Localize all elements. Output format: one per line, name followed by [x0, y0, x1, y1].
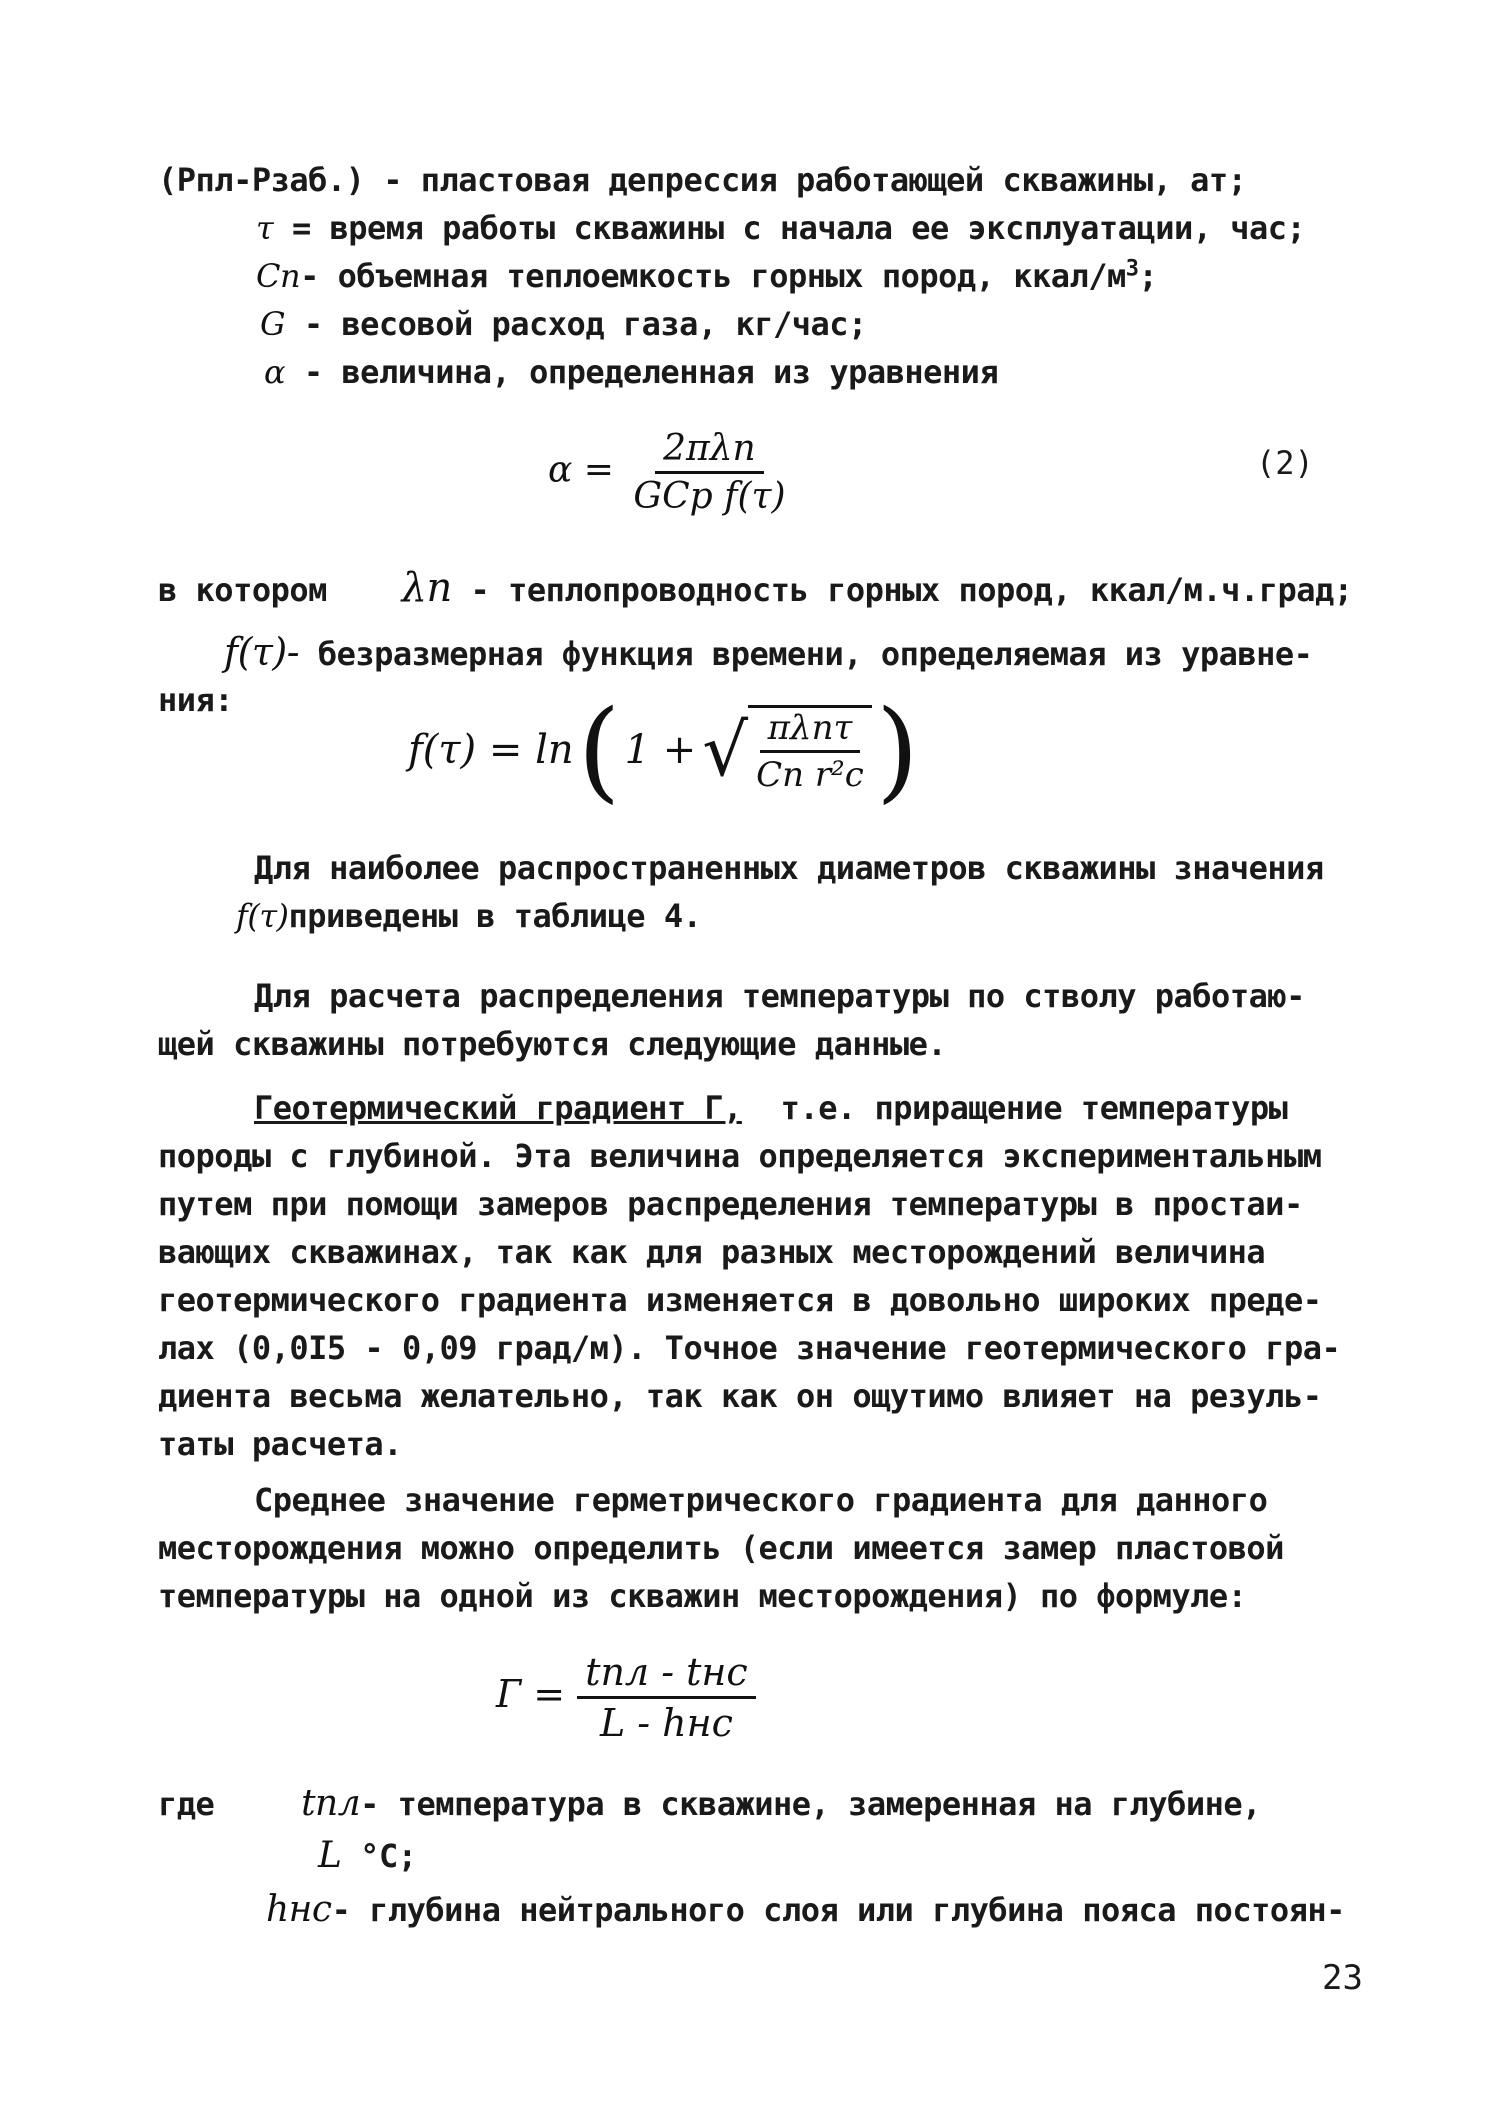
para2-line2-text: щей скважины потребуются следующие данные. [158, 1025, 947, 1063]
definition-time-text: = время работы скважины с начала ее эксплуатации, час; [291, 209, 1306, 247]
formula-f-lhs: f(τ) = ln [408, 727, 574, 773]
h-nc-symbol: hнс [266, 1889, 332, 1930]
para3-line2 [158, 1134, 1321, 1178]
para4-line1-text: Среднее значение герметрического градиента для данного [254, 1481, 1268, 1519]
open-paren: ( [577, 686, 621, 814]
para3-line4-text: вающих скважинах, так как для разных месторождений величина [158, 1233, 1266, 1271]
definition-alpha-text: - величина, определенная из уравнения [303, 353, 999, 391]
definition-heat-capacity-text: - объемная теплоемкость горных пород, ккал/м [300, 257, 1126, 295]
sqrt-sign: √ [702, 708, 749, 792]
para3-line2-text: породы с глубиной. Эта величина определяется экспериментальным [158, 1137, 1322, 1175]
para2-line2 [158, 1022, 946, 1066]
para1-line2 [236, 894, 701, 938]
para4-line2-text: месторождения можно определить (если имеется замер пластовой [158, 1529, 1284, 1567]
para3-line3 [158, 1182, 1303, 1226]
formula-alpha [548, 428, 794, 517]
formula-gradient [496, 1650, 756, 1745]
formula-alpha-fraction [625, 428, 793, 517]
definition-gas-flow-text: - весовой расход газа, кг/час; [303, 305, 867, 343]
where-label: где [158, 1785, 215, 1823]
formula-f-denominator: Cп r²c [756, 755, 864, 795]
definition-time-function [224, 630, 1312, 676]
lambda-symbol: λп [401, 565, 452, 611]
definition-alpha [264, 350, 998, 394]
para3-line8-text: таты расчета. [158, 1425, 402, 1463]
l-symbol: L [318, 1835, 342, 1876]
para2-line1 [254, 974, 1305, 1018]
definition-heat-capacity [256, 254, 1157, 298]
para1-line1 [254, 846, 1324, 890]
para3-line7 [158, 1374, 1321, 1418]
close-paren: ) [875, 686, 919, 814]
definition-time-function-text: безразмерная функция времени, определяемая из уравне- [317, 635, 1313, 673]
para4-line2 [158, 1526, 1284, 1570]
formula-alpha-lhs: α = [548, 449, 614, 491]
definition-time-function-cont [158, 678, 233, 722]
formula-gradient-numerator: tпл - tнс [577, 1650, 756, 1699]
definition-time-function-cont-text: ния: [158, 681, 234, 719]
formula-f-tau [408, 686, 919, 814]
geothermal-gradient-heading: Геотермический градиент Г, [254, 1089, 742, 1127]
formula-gradient-denominator: L - hнс [599, 1701, 733, 1745]
alpha-symbol: α [264, 353, 286, 391]
definition-conductivity [158, 566, 1353, 612]
formula-f-numerator: πλпτ [760, 708, 861, 753]
where-l-line [318, 1834, 416, 1878]
para4-line3-text: температуры на одной из скважин месторождения) по формуле: [158, 1577, 1247, 1615]
formula-alpha-denominator: GCp f(τ) [633, 476, 786, 517]
para3-line6 [158, 1326, 1340, 1370]
g-symbol: G [260, 305, 286, 343]
para3-line7-text: диента весьма желательно, так как он ощутимо влияет на резуль- [158, 1377, 1322, 1415]
formula-alpha-numerator: 2πλп [655, 428, 764, 474]
para4-line1 [254, 1478, 1267, 1522]
tau-symbol: 𝜏 [256, 209, 274, 247]
in-which-label: в котором [158, 571, 327, 609]
f-tau-ref: f(τ) [236, 897, 289, 935]
para1-line2-text: приведены в таблице 4. [288, 897, 702, 935]
where-h-line [266, 1888, 1345, 1932]
para3-line6-text: лах (0,0I5 - 0,09 град/м). Точное значение геотермического гра- [158, 1329, 1341, 1367]
para4-line3 [158, 1574, 1246, 1618]
para3-line1 [254, 1086, 1287, 1130]
equation-number: (2) [1256, 444, 1314, 482]
definition-time [256, 206, 1305, 250]
page-number: 23 [1322, 1958, 1363, 1998]
para2-line1-text: Для расчета распределения температуры по стволу работаю- [254, 977, 1305, 1015]
formula-f-inner: 1 + [624, 727, 697, 773]
where-t-line [158, 1782, 1261, 1826]
para3-line3-text: путем при помощи замеров распределения температуры в простаи- [158, 1185, 1303, 1223]
formula-f-fraction [748, 705, 872, 795]
para3-line4 [158, 1230, 1265, 1274]
definition-gas-flow [260, 302, 867, 346]
celsius-unit: °C; [360, 1837, 417, 1875]
t-pl-symbol: tпл [301, 1783, 361, 1824]
para3-line5 [158, 1278, 1321, 1322]
formula-gradient-lhs: Г = [496, 1672, 566, 1716]
definition-pressure-text: (Рпл-Рзаб.) - пластовая депрессия работающей скважины, ат; [158, 161, 1247, 199]
definition-pressure [158, 158, 1246, 202]
formula-gradient-fraction [577, 1650, 756, 1745]
para1-line1-text: Для наиболее распространенных диаметров скважины значения [254, 849, 1324, 887]
cn-symbol: Cп [256, 257, 301, 295]
para3-line5-text: геотермического градиента изменяется в довольно широких преде- [158, 1281, 1322, 1319]
f-tau-symbol: f(τ)- [224, 630, 300, 674]
where-t-text: - температура в скважине, замеренная на глубине, [360, 1785, 1261, 1823]
para3-line1-rest: т.е. приращение температуры [780, 1089, 1288, 1127]
para3-line8 [158, 1422, 402, 1466]
definition-heat-capacity-end: ; [1138, 257, 1158, 295]
cube-superscript: 3 [1125, 256, 1139, 282]
definition-conductivity-text: - теплопроводность горных пород, ккал/м.ч.град; [470, 571, 1353, 609]
where-h-text: - глубина нейтрального слоя или глубина пояса постоян- [331, 1891, 1345, 1929]
